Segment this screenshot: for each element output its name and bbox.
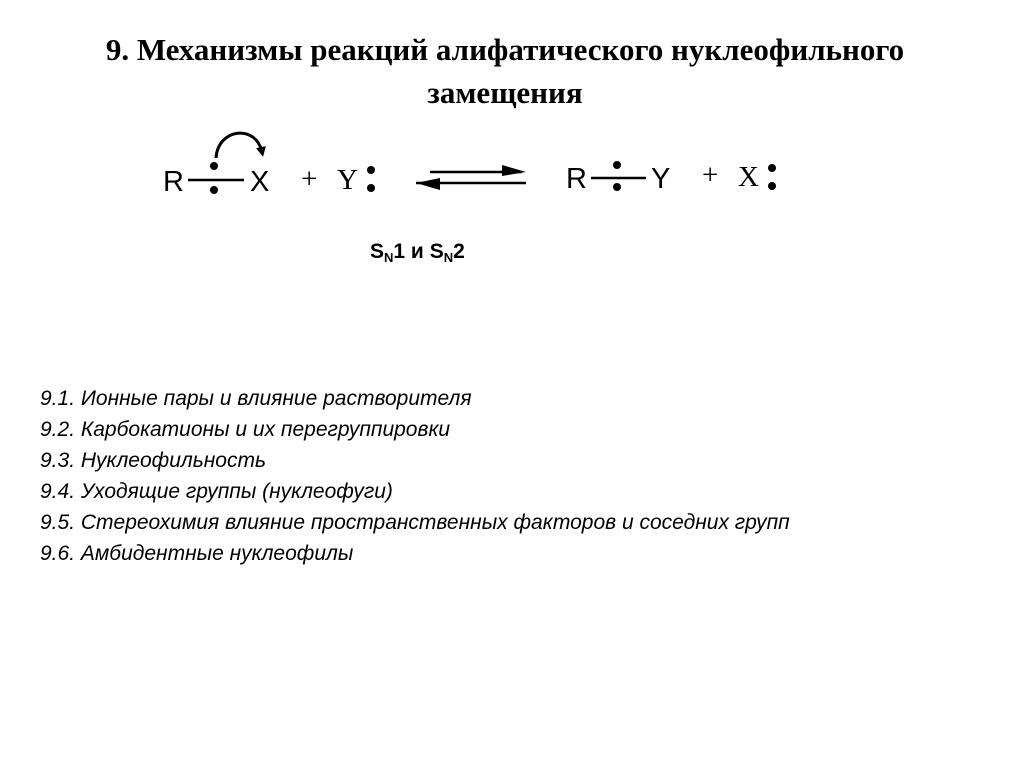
reactant-x: X — [250, 166, 270, 198]
slide-title-line-1: 9. Механизмы реакций алифатического нуклеофильного — [105, 32, 905, 67]
sn1-subscript: N — [384, 250, 394, 265]
reverse-arrowhead-icon — [416, 178, 440, 190]
slide-title-line-2: замещения — [427, 75, 583, 110]
reaction-scheme — [0, 0, 1024, 230]
mechanism-conjunction: и — [405, 240, 430, 263]
bond-electron-dot — [210, 186, 218, 194]
topic-item: 9.4. Уходящие группы (нуклеофуги) — [40, 480, 393, 503]
bond-electron-dot — [613, 161, 621, 169]
product-r: R — [566, 163, 587, 195]
topic-item: 9.2. Карбокатионы и их перегруппировки — [40, 418, 451, 441]
bond-electron-dot — [613, 183, 621, 191]
forward-arrowhead-icon — [502, 165, 526, 176]
sn2-s: S — [429, 240, 444, 263]
sn1-s: S — [370, 240, 385, 263]
electron-pair-arrow-icon — [216, 133, 262, 158]
sn2-subscript: N — [443, 250, 454, 265]
sn2-number: 2 — [453, 240, 465, 263]
leaving-group-x: X — [738, 161, 759, 193]
topic-item: 9.3. Нуклеофильность — [40, 449, 267, 472]
reactant-plus: + — [301, 163, 318, 195]
product-y: Y — [651, 163, 671, 195]
lone-pair-dot — [367, 184, 375, 192]
mechanism-types — [370, 240, 465, 265]
product-plus: + — [702, 159, 719, 191]
reactant-r: R — [163, 166, 184, 198]
bond-electron-dot — [210, 162, 218, 170]
topic-item: 9.6. Амбидентные нуклеофилы — [40, 542, 354, 565]
topic-list — [40, 383, 790, 569]
topic-item: 9.5. Стереохимия влияние пространственных факторов и соседних групп — [40, 511, 790, 534]
lone-pair-dot — [768, 164, 776, 172]
lone-pair-dot — [367, 166, 375, 174]
sn1-number: 1 — [393, 240, 406, 263]
topic-item: 9.1. Ионные пары и влияние растворителя — [40, 387, 472, 410]
nucleophile-y: Y — [337, 164, 358, 196]
lone-pair-dot — [768, 182, 776, 190]
